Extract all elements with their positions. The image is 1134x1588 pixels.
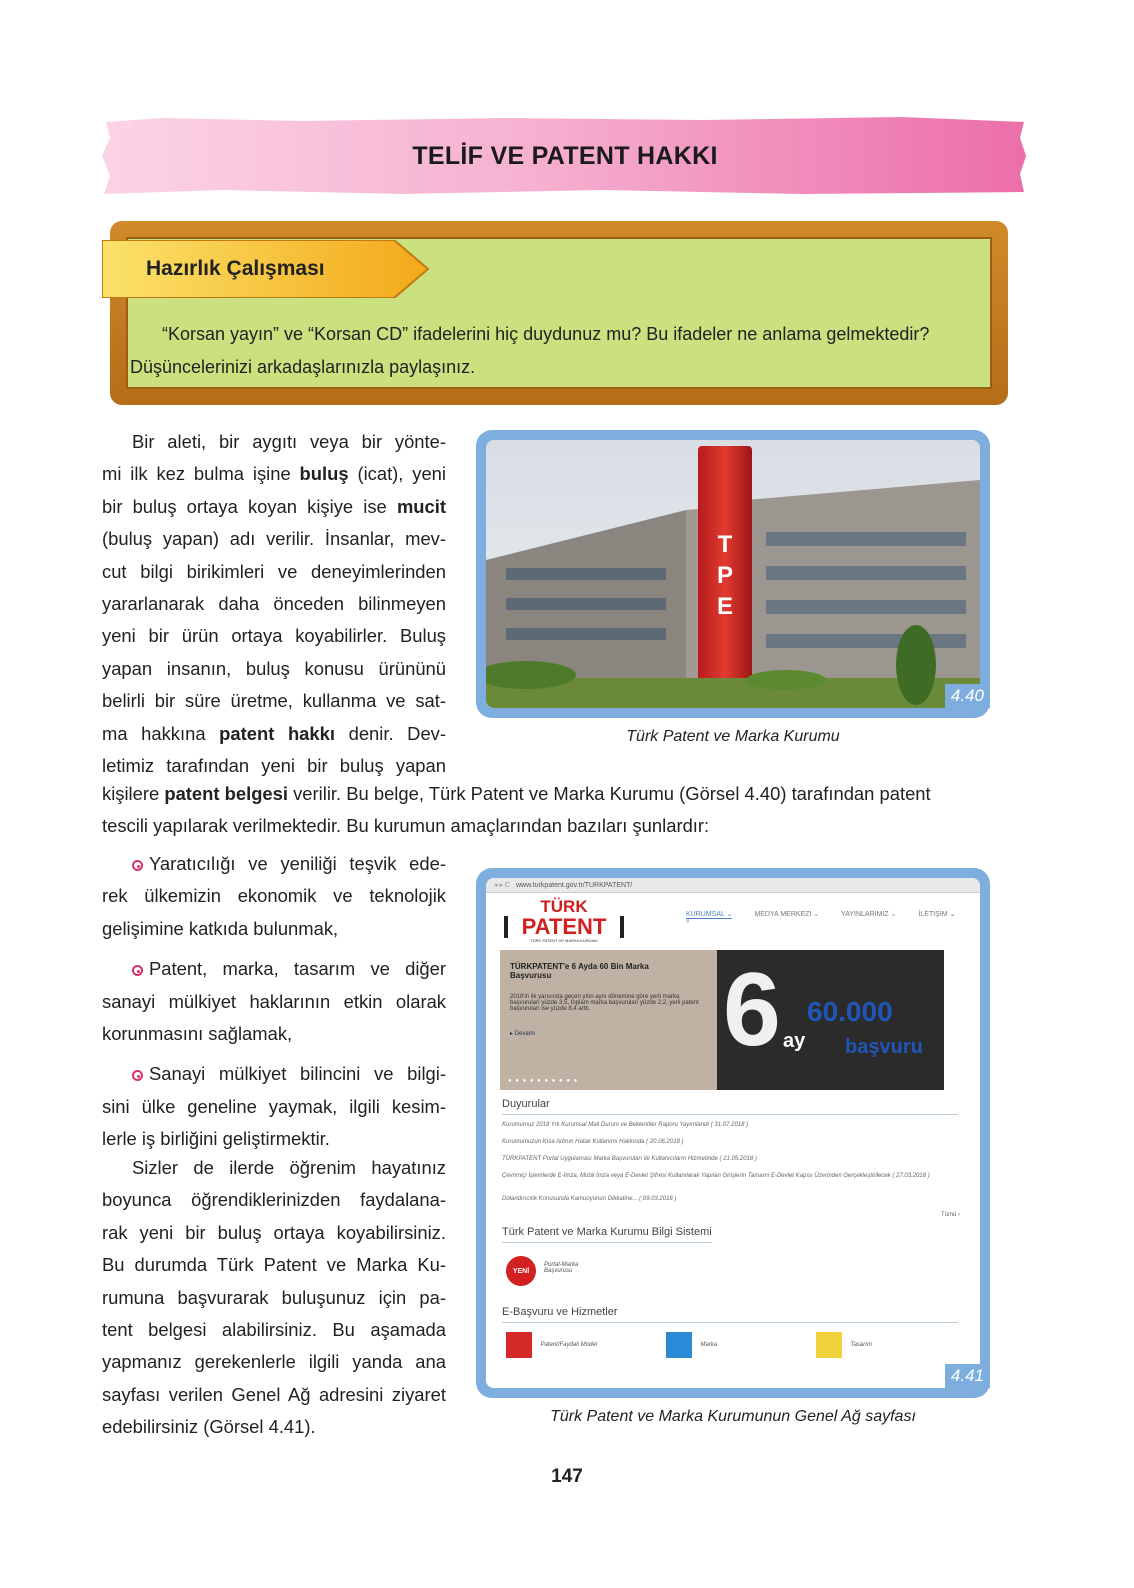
turkpatent-logo bbox=[504, 898, 624, 943]
figure-4-40-photo bbox=[486, 440, 980, 708]
paragraph-1 bbox=[102, 426, 446, 782]
paragraph-3 bbox=[102, 1152, 446, 1444]
term-bold: buluş bbox=[299, 463, 349, 485]
hero-graphic bbox=[717, 950, 944, 1090]
hero-title: TÜRKPATENT'e 6 Ayda 60 Bin Marka Başvurusu bbox=[510, 962, 649, 980]
term-bold: mucit bbox=[396, 495, 446, 517]
text-line: belirli bir süre üretme, kullanma ve sat- bbox=[102, 690, 446, 712]
hero-big-6: 6 bbox=[723, 952, 781, 1068]
nav-yayinlarimiz[interactable]: YAYINLARIMIZ ⌄ bbox=[841, 911, 897, 918]
tower-letter-p: P bbox=[716, 562, 734, 589]
term-patent-belgesi: patent belgesi bbox=[164, 783, 288, 804]
text-line: cut bilgi birikimleri ve deneyimlerinden bbox=[102, 560, 446, 582]
hero-ay: ay bbox=[783, 1030, 806, 1052]
page-number: 147 bbox=[551, 1466, 583, 1487]
turkpatent-website bbox=[486, 878, 980, 1388]
paragraph-2-line-2: tescili yapılarak verilmektedir. Bu kurumun amaçlarından bazıları şunlardır: bbox=[102, 815, 710, 837]
hero-dots[interactable]: ● ● ● ● ● ● ● ● ● ● bbox=[508, 1078, 579, 1084]
nav-medya[interactable]: MEDYA MERKEZİ ⌄ bbox=[754, 911, 820, 918]
nav-kurumsal[interactable]: KURUMSAL ⌄ bbox=[686, 911, 733, 918]
text-line: edebilirsiniz (Görsel 4.41). bbox=[102, 1416, 316, 1438]
logo-subtitle: TÜRK PATENT VE MARKA KURUMU bbox=[530, 938, 598, 943]
figure-4-41-number: 4.41 bbox=[945, 1364, 990, 1388]
bilgi-sistemi-title: Türk Patent ve Marka Kurumu Bilgi Sistemi bbox=[502, 1226, 712, 1238]
figure-4-41-screenshot bbox=[486, 878, 980, 1388]
title-banner bbox=[102, 116, 1028, 196]
text-line: mi ilk kez bulma işine buluş (icat), yeni bbox=[102, 463, 446, 485]
paragraph-1-body bbox=[102, 426, 446, 782]
bullet-icon bbox=[132, 965, 143, 976]
text-line: Bir aleti, bir aygıtı veya bir yönte- bbox=[132, 431, 446, 452]
logo-patent: PATENT bbox=[504, 916, 624, 938]
text-line: yapmanız gerekenlerle ilgili yanda ana bbox=[102, 1351, 446, 1373]
browser-address-bar bbox=[486, 878, 980, 893]
patent-service[interactable] bbox=[506, 1332, 597, 1358]
tumu-link[interactable]: Tümü › bbox=[940, 1212, 960, 1218]
bilgi-divider bbox=[502, 1242, 712, 1243]
text-line: yararlanarak daha önceden bilinmeyen bbox=[102, 593, 446, 615]
paragraph-2-line-1: kişilere patent belgesi verilir. Bu belge, Türk Patent ve Marka Kurumu (Görsel 4.40) tarafından patent bbox=[102, 783, 931, 804]
figure-4-40-number: 4.40 bbox=[945, 684, 990, 708]
bullet-icon bbox=[132, 1070, 143, 1081]
text-line: sayfası verilen Genel Ağ adresini ziyaret bbox=[102, 1383, 446, 1405]
ebasvuru-title: E-Başvuru ve Hizmetler bbox=[502, 1306, 618, 1318]
text-line: letimiz tarafından yeni bir buluş yapan bbox=[102, 755, 446, 777]
tower-letter-t: T bbox=[717, 531, 733, 558]
page-title: TELİF VE PATENT HAKKI bbox=[412, 141, 718, 170]
tasarim-service[interactable] bbox=[816, 1332, 872, 1358]
yeni-badge: YENİ bbox=[506, 1256, 536, 1286]
text-line: yeni bir ürün ortaya koyabilirler. Buluş bbox=[102, 625, 446, 647]
prep-label-tag bbox=[102, 240, 432, 298]
hero-text: 2018'in ilk yarısında geçen yılın aynı dönemine göre yerli marka başvuruları yüzde 3,5, toplam marka başvuruları yüzde 2,2, yerli patent başvuruları ise yüzde 8,4 arttı. bbox=[510, 994, 699, 1012]
duyuru-item[interactable]: Kurumumuz 2018 Yılı Kurumsal Mali Durum ve Beklentiler Raporu Yayımlandı ( 31.07.2018 ) bbox=[502, 1122, 749, 1128]
paragraph-2 bbox=[102, 778, 992, 843]
tower-letter-e: E bbox=[716, 593, 734, 620]
text-line: ma hakkına patent hakkı denir. Dev- bbox=[102, 722, 447, 744]
patent-icon bbox=[506, 1332, 532, 1358]
hero-banner bbox=[500, 950, 944, 1090]
figure-4-41-caption: Türk Patent ve Marka Kurumunun Genel Ağ sayfası bbox=[550, 1408, 916, 1425]
text-line: rumuna başvurarak buluşunuz için pa- bbox=[102, 1286, 446, 1308]
nav-iletisim[interactable]: İLETİŞİM ⌄ bbox=[918, 911, 956, 918]
patent-service-label: Patent/Faydalı Model bbox=[540, 1342, 598, 1348]
duyuru-item[interactable]: Çevrimiçi İşlemlerde E-İmza, Mobil İmza veya E-Devlet Şifresi Kullanılarak Yapılan Girişlerin Tamamı E-Devlet Kapısı Üzerinden Gerçekleştirilecek ( 27.03.2018 ) bbox=[502, 1173, 930, 1179]
bullet-item: Sanayi mülkiyet bilincini ve bilgi- sini ülke geneline yaymak, ilgili kesim- lerle iş birliğini geliştirmektir. bbox=[102, 1063, 446, 1150]
figure-4-40 bbox=[476, 430, 990, 718]
portal-marka-link[interactable]: Portal-Marka Başvurusu bbox=[544, 1262, 579, 1274]
text-line: Bu durumda Türk Patent ve Marka Ku- bbox=[102, 1254, 446, 1276]
text-line: rak yeni bir buluş ortaya koyabilirsiniz. bbox=[102, 1221, 446, 1243]
logo-turk: TÜRK bbox=[540, 897, 588, 916]
prep-label: Hazırlık Çalışması bbox=[146, 257, 325, 280]
duyurular-title: Duyurular bbox=[502, 1098, 550, 1110]
site-nav bbox=[686, 910, 980, 926]
text-line: Sizler de ilerde öğrenim hayatınız bbox=[132, 1157, 446, 1178]
browser-nav-icons: ◂ ▸ C bbox=[494, 882, 510, 889]
bullet-item: Yaratıcılığı ve yeniliği teşvik ede- rek ülkemizin ekonomik ve teknolojik gelişimine katkıda bulunmak, bbox=[102, 853, 446, 939]
bullet-list bbox=[102, 848, 446, 1164]
tasarim-icon bbox=[816, 1332, 842, 1358]
hero-count: 60.000 bbox=[807, 996, 893, 1027]
text-line: tent belgesi alabilirsiniz. Bu aşamada bbox=[102, 1319, 446, 1341]
bullet-item: Patent, marka, tasarım ve diğer sanayi mülkiyet haklarının etkin olarak korunmasını sağlamak, bbox=[102, 958, 446, 1045]
text-line: boyunca öğrendiklerinizden faydalana- bbox=[102, 1189, 446, 1211]
duyuru-item[interactable]: TÜRKPATENT Portal Uygulaması Marka Başvuruları ile Kullanıcıların Hizmetinde ( 21.05.2018 ) bbox=[502, 1156, 757, 1162]
search-icon[interactable]: ⌕ bbox=[686, 918, 690, 925]
hero-more-link[interactable]: ▸ Devamı bbox=[510, 1031, 536, 1037]
marka-service[interactable] bbox=[666, 1332, 717, 1358]
browser-url: www.turkpatent.gov.tr/TURKPATENT/ bbox=[515, 881, 633, 889]
duyurular-divider bbox=[502, 1114, 958, 1115]
paragraph-3-body bbox=[102, 1152, 446, 1444]
marka-service-label: Marka bbox=[700, 1342, 718, 1348]
duyuru-item[interactable]: Dolandırıcılık Konusunda Kamuoyunun Dikkatine... ( 09.03.2018 ) bbox=[502, 1196, 677, 1202]
text-line: yapan insanın, buluş konusu ürününü bbox=[102, 657, 446, 679]
term-bold: patent hakkı bbox=[219, 722, 335, 744]
prep-text: “Korsan yayın” ve “Korsan CD” ifadelerini hiç duydunuz mu? Bu ifadeler ne anlama gelmektedir? Düşüncelerinizi arkadaşlarınızla paylaşınız. bbox=[130, 324, 930, 377]
marka-icon bbox=[666, 1332, 692, 1358]
tasarim-service-label: Tasarım bbox=[850, 1342, 872, 1348]
text-line: bir buluş ortaya koyan kişiye ise mucit bbox=[102, 495, 446, 517]
ebasvuru-divider bbox=[502, 1322, 958, 1323]
figure-4-40-caption: Türk Patent ve Marka Kurumu bbox=[626, 728, 840, 745]
bullet-icon bbox=[132, 860, 143, 871]
tpe-building-photo bbox=[486, 440, 980, 708]
hero-basvuru: başvuru bbox=[845, 1036, 923, 1058]
text-line: (buluş yapan) adı verilir. İnsanlar, mev- bbox=[102, 528, 446, 550]
figure-4-41 bbox=[476, 868, 990, 1398]
duyuru-item[interactable]: Kurumumuzun Kısa Adının Hatalı Kullanımı Hakkında ( 20.06.2018 ) bbox=[502, 1139, 684, 1145]
